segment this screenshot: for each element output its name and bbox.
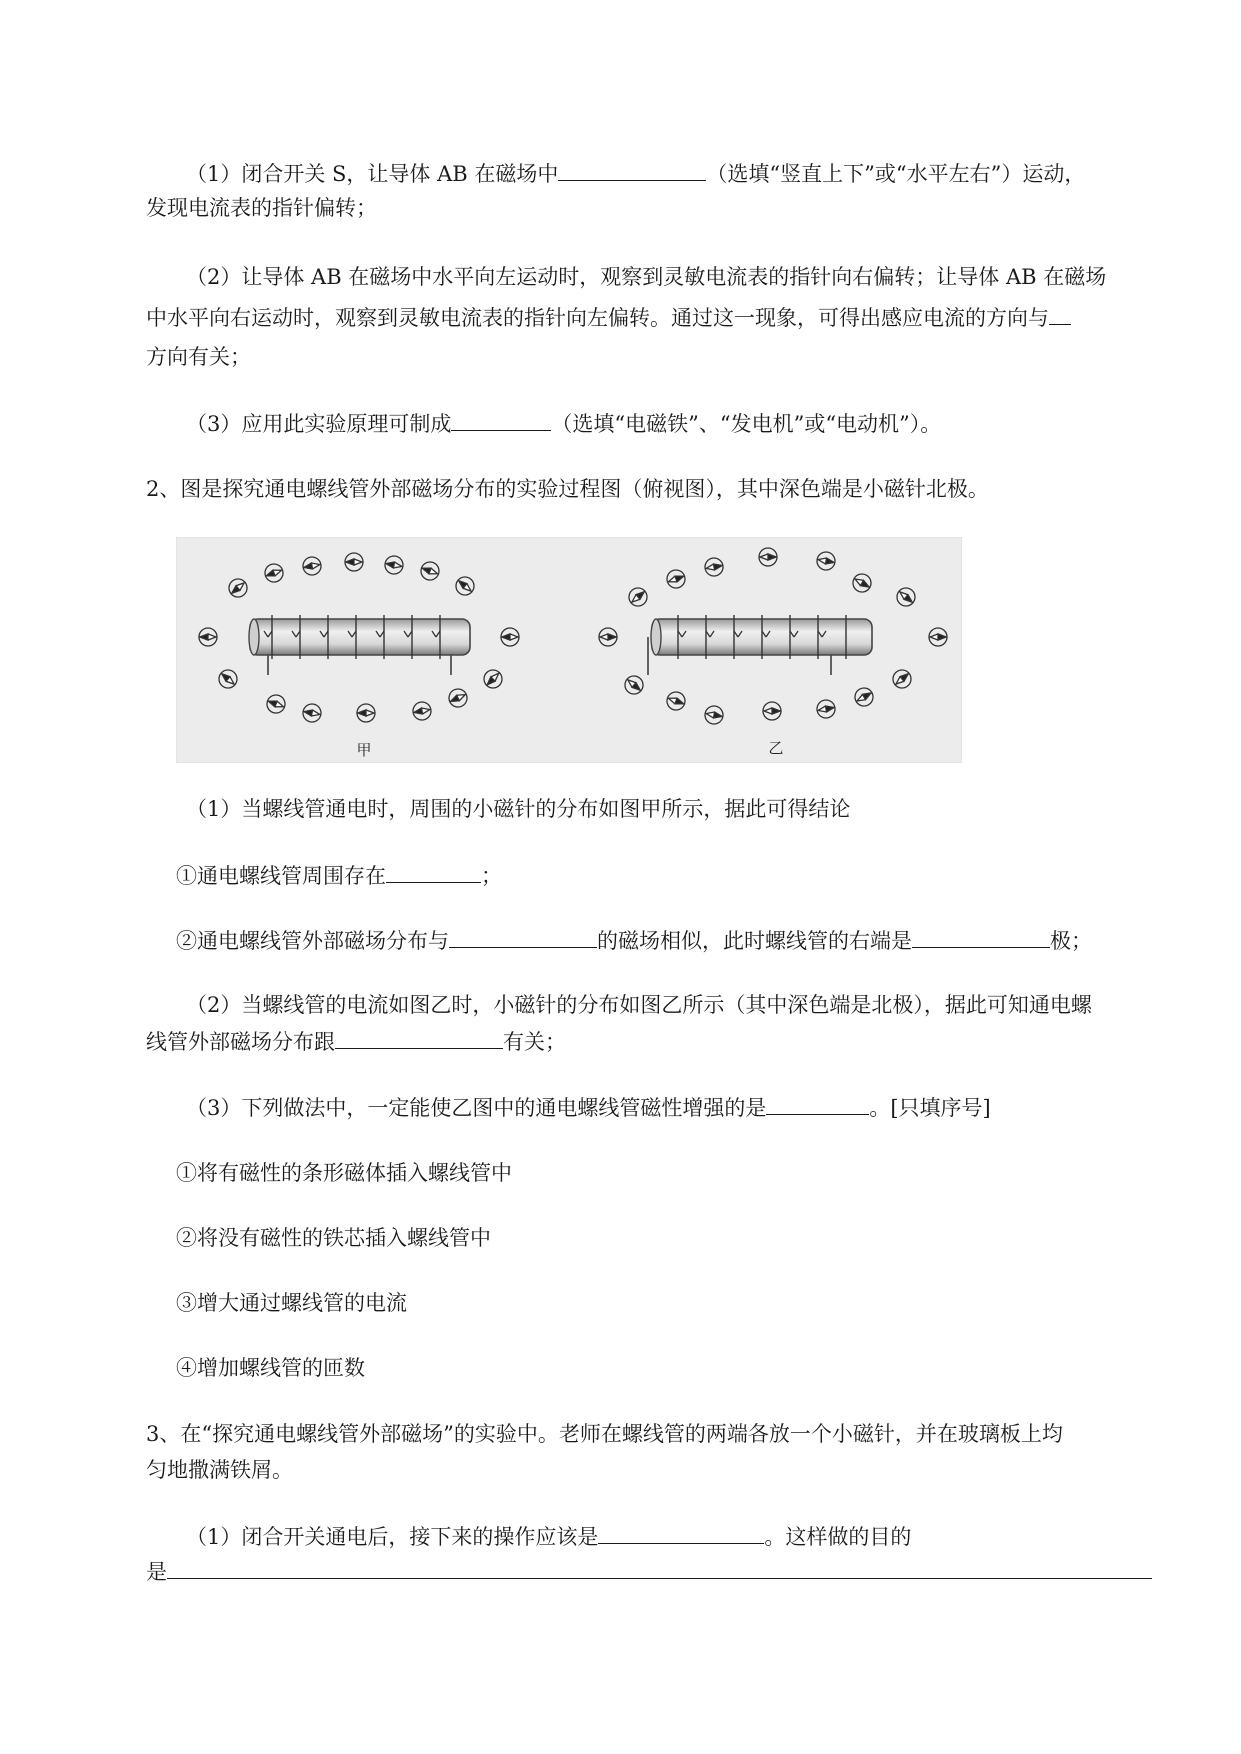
q2-option-2: ②将没有磁性的铁芯插入螺线管中 bbox=[176, 1226, 491, 1250]
q2-sub1-item2: ②通电螺线管外部磁场分布与 的磁场相似，此时螺线管的右端是 极； bbox=[176, 925, 1092, 956]
q2-sub2-line2: 线管外部磁场分布跟 有关； bbox=[146, 1026, 566, 1057]
q2-sub3-prompt: （3）下列做法中，一定能使乙图中的通电螺线管磁性增强的是 。[只填序号] bbox=[186, 1092, 991, 1123]
q1-part1-blank[interactable] bbox=[558, 158, 706, 181]
q2-sub1-blank1[interactable] bbox=[386, 860, 481, 883]
q2-sub1-blank2[interactable] bbox=[449, 925, 597, 948]
q3-sub1-line1: （1）闭合开关通电后，接下来的操作应该是 。这样做的目的 bbox=[186, 1521, 911, 1552]
q3-sub1-line2: 是 bbox=[146, 1556, 1152, 1587]
q1-part1-line2: 发现电流表的指针偏转； bbox=[146, 196, 377, 220]
q2-option-3: ③增大通过螺线管的电流 bbox=[176, 1291, 407, 1315]
q3-stem-line1: 3、在“探究通电螺线管外部磁场”的实验中。老师在螺线管的两端各放一个小磁针，并在玻璃板上均 bbox=[146, 1422, 1063, 1446]
q2-sub1-blank3[interactable] bbox=[912, 925, 1050, 948]
solenoid-figure bbox=[176, 537, 962, 763]
q2-sub1-item1: ①通电螺线管周围存在 ； bbox=[176, 860, 502, 891]
q1-part1-line1: （1）闭合开关 S，让导体 AB 在磁场中 （选填“竖直上下”或“水平左右”）运动， bbox=[186, 158, 1085, 189]
q1-part2-line3: 方向有关； bbox=[146, 345, 251, 369]
q2-option-4: ④增加螺线管的匝数 bbox=[176, 1356, 365, 1380]
q2-sub2-blank[interactable] bbox=[335, 1026, 503, 1049]
q1-part2-line1: （2）让导体 AB 在磁场中水平向左运动时，观察到灵敏电流表的指针向右偏转；让导体 AB 在磁场 bbox=[186, 265, 1107, 289]
q2-sub2-line1: （2）当螺线管的电流如图乙时，小磁针的分布如图乙所示（其中深色端是北极），据此可知通电螺 bbox=[186, 993, 1092, 1017]
q2-stem: 2、图是探究通电螺线管外部磁场分布的实验过程图（俯视图），其中深色端是小磁针北极。 bbox=[146, 477, 989, 501]
q1-part3-line: （3）应用此实验原理可制成 （选填“电磁铁”、“发电机”或“电动机”）。 bbox=[186, 408, 941, 439]
q1-part2-blank[interactable] bbox=[1049, 302, 1071, 325]
q3-sub1-blank2[interactable] bbox=[167, 1556, 1152, 1579]
q2-sub3-blank[interactable] bbox=[766, 1092, 869, 1115]
figure-label-right: 乙 bbox=[768, 739, 784, 757]
figure-label-left: 甲 bbox=[356, 741, 372, 759]
q2-option-1: ①将有磁性的条形磁体插入螺线管中 bbox=[176, 1161, 512, 1185]
q1-part3-blank[interactable] bbox=[451, 408, 551, 431]
q3-sub1-blank1[interactable] bbox=[598, 1521, 764, 1544]
q3-stem-line2: 匀地撒满铁屑。 bbox=[146, 1458, 293, 1482]
q2-sub1-prompt: （1）当螺线管通电时，周围的小磁针的分布如图甲所示，据此可得结论 bbox=[186, 797, 851, 821]
q1-part2-line2: 中水平向右运动时，观察到灵敏电流表的指针向左偏转。通过这一现象，可得出感应电流的方向与 bbox=[146, 302, 1071, 333]
